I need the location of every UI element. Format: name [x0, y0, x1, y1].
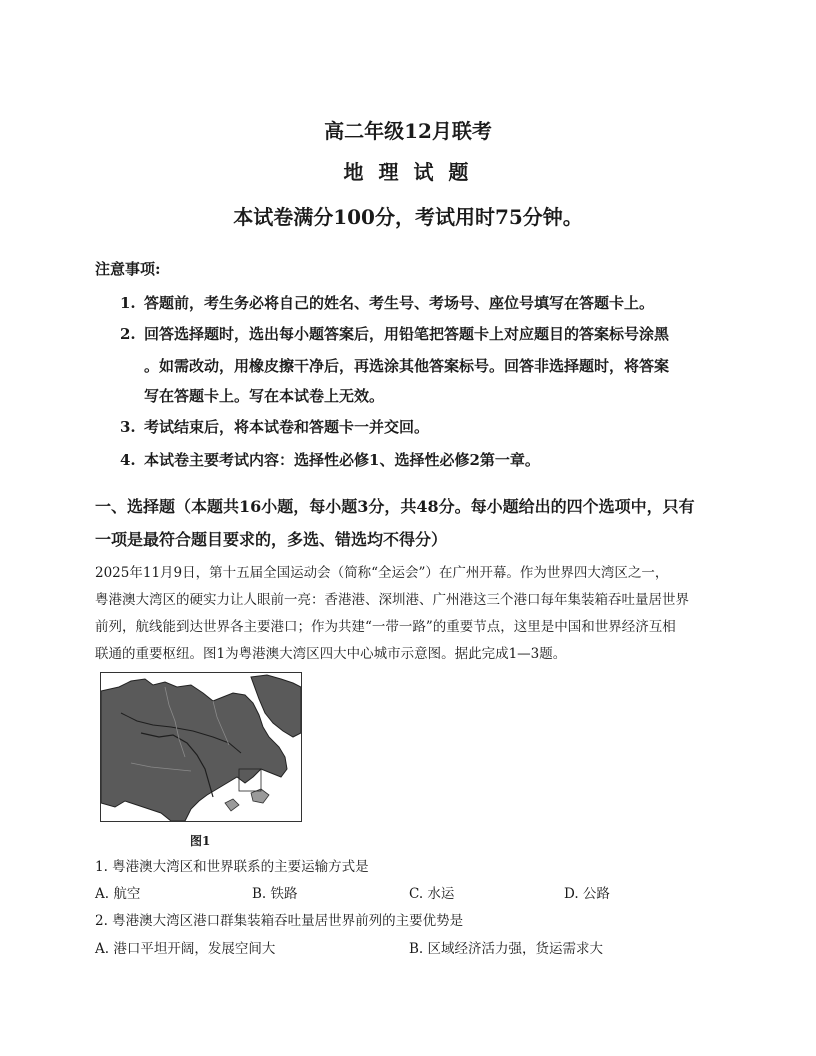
notice-item-1 [120, 293, 720, 313]
passage-line: 前列，航线能到达世界各主要港口；作为共建“一带一路”的重要节点，这里是中国和世界经济互相 [95, 619, 676, 635]
passage-line: 粤港澳大湾区的硬实力让人眼前一亮：香港港、深圳港、广州港这三个港口每年集装箱吞吐量居世界 [95, 592, 689, 608]
notice-item-3 [120, 417, 720, 437]
exam-title: 高二年级12月联考 [324, 119, 492, 143]
notice-item-number: 1. [120, 294, 136, 312]
section-heading-line: 一项是最符合题目要求的，多选、错选均不得分） [95, 530, 448, 549]
greater-bay-area-map [100, 672, 302, 822]
question-1-option-a: A. 航空 [95, 886, 141, 902]
question-2-stem: 2. 粤港澳大湾区港口群集装箱吞吐量居世界前列的主要优势是 [95, 913, 464, 929]
question-2-option-a: A. 港口平坦开阔，发展空间大 [95, 941, 276, 957]
notice-item-text: 回答选择题时，选出每小题答案后，用铅笔把答题卡上对应题目的答案标号涂黑 [144, 325, 670, 343]
exam-info: 本试卷满分100分，考试用时75分钟。 [233, 205, 583, 229]
notice-item-2-continuation: 。如需改动，用橡皮擦干净后，再选涂其他答案标号。回答非选择题时，将答案 [144, 357, 670, 375]
notice-item-4 [120, 450, 720, 470]
passage [95, 560, 723, 668]
question-1-stem: 1. 粤港澳大湾区和世界联系的主要运输方式是 [95, 859, 369, 875]
notice-item-text: 本试卷主要考试内容：选择性必修1、选择性必修2第一章。 [144, 451, 540, 469]
question-2-option-b: B. 区域经济活力强，货运需求大 [409, 941, 604, 957]
notice-item-text: 答题前，考生务必将自己的姓名、考生号、考场号、座位号填写在答题卡上。 [144, 294, 655, 312]
passage-line: 2025年11月9日，第十五届全国运动会（简称“全运会”）在广州开幕。作为世界四大湾区之一， [95, 565, 669, 581]
map-graphic [101, 673, 301, 821]
notice-heading: 注意事项: [95, 260, 161, 278]
subject-title: 地 理 试 题 [343, 160, 473, 184]
notice-item-2 [120, 324, 720, 344]
map-island [225, 799, 239, 811]
figure-caption: 图1 [190, 834, 211, 848]
section-heading-line: 一、选择题（本题共16小题，每小题3分，共48分。每小题给出的四个选项中，只有 [95, 497, 695, 516]
question-1-option-d: D. 公路 [564, 886, 610, 902]
notice-item-number: 2. [120, 325, 136, 343]
notice-item-text: 考试结束后，将本试卷和答题卡一并交回。 [144, 418, 430, 436]
notice-item-number: 4. [120, 451, 136, 469]
notice-item-number: 3. [120, 418, 136, 436]
section-heading [95, 490, 725, 556]
question-1-option-c: C. 水运 [409, 886, 455, 902]
notice-item-2-continuation: 写在答题卡上。写在本试卷上无效。 [144, 387, 385, 405]
passage-line: 联通的重要枢纽。图1为粤港澳大湾区四大中心城市示意图。据此完成1—3题。 [95, 646, 567, 662]
question-1-option-b: B. 铁路 [252, 886, 298, 902]
